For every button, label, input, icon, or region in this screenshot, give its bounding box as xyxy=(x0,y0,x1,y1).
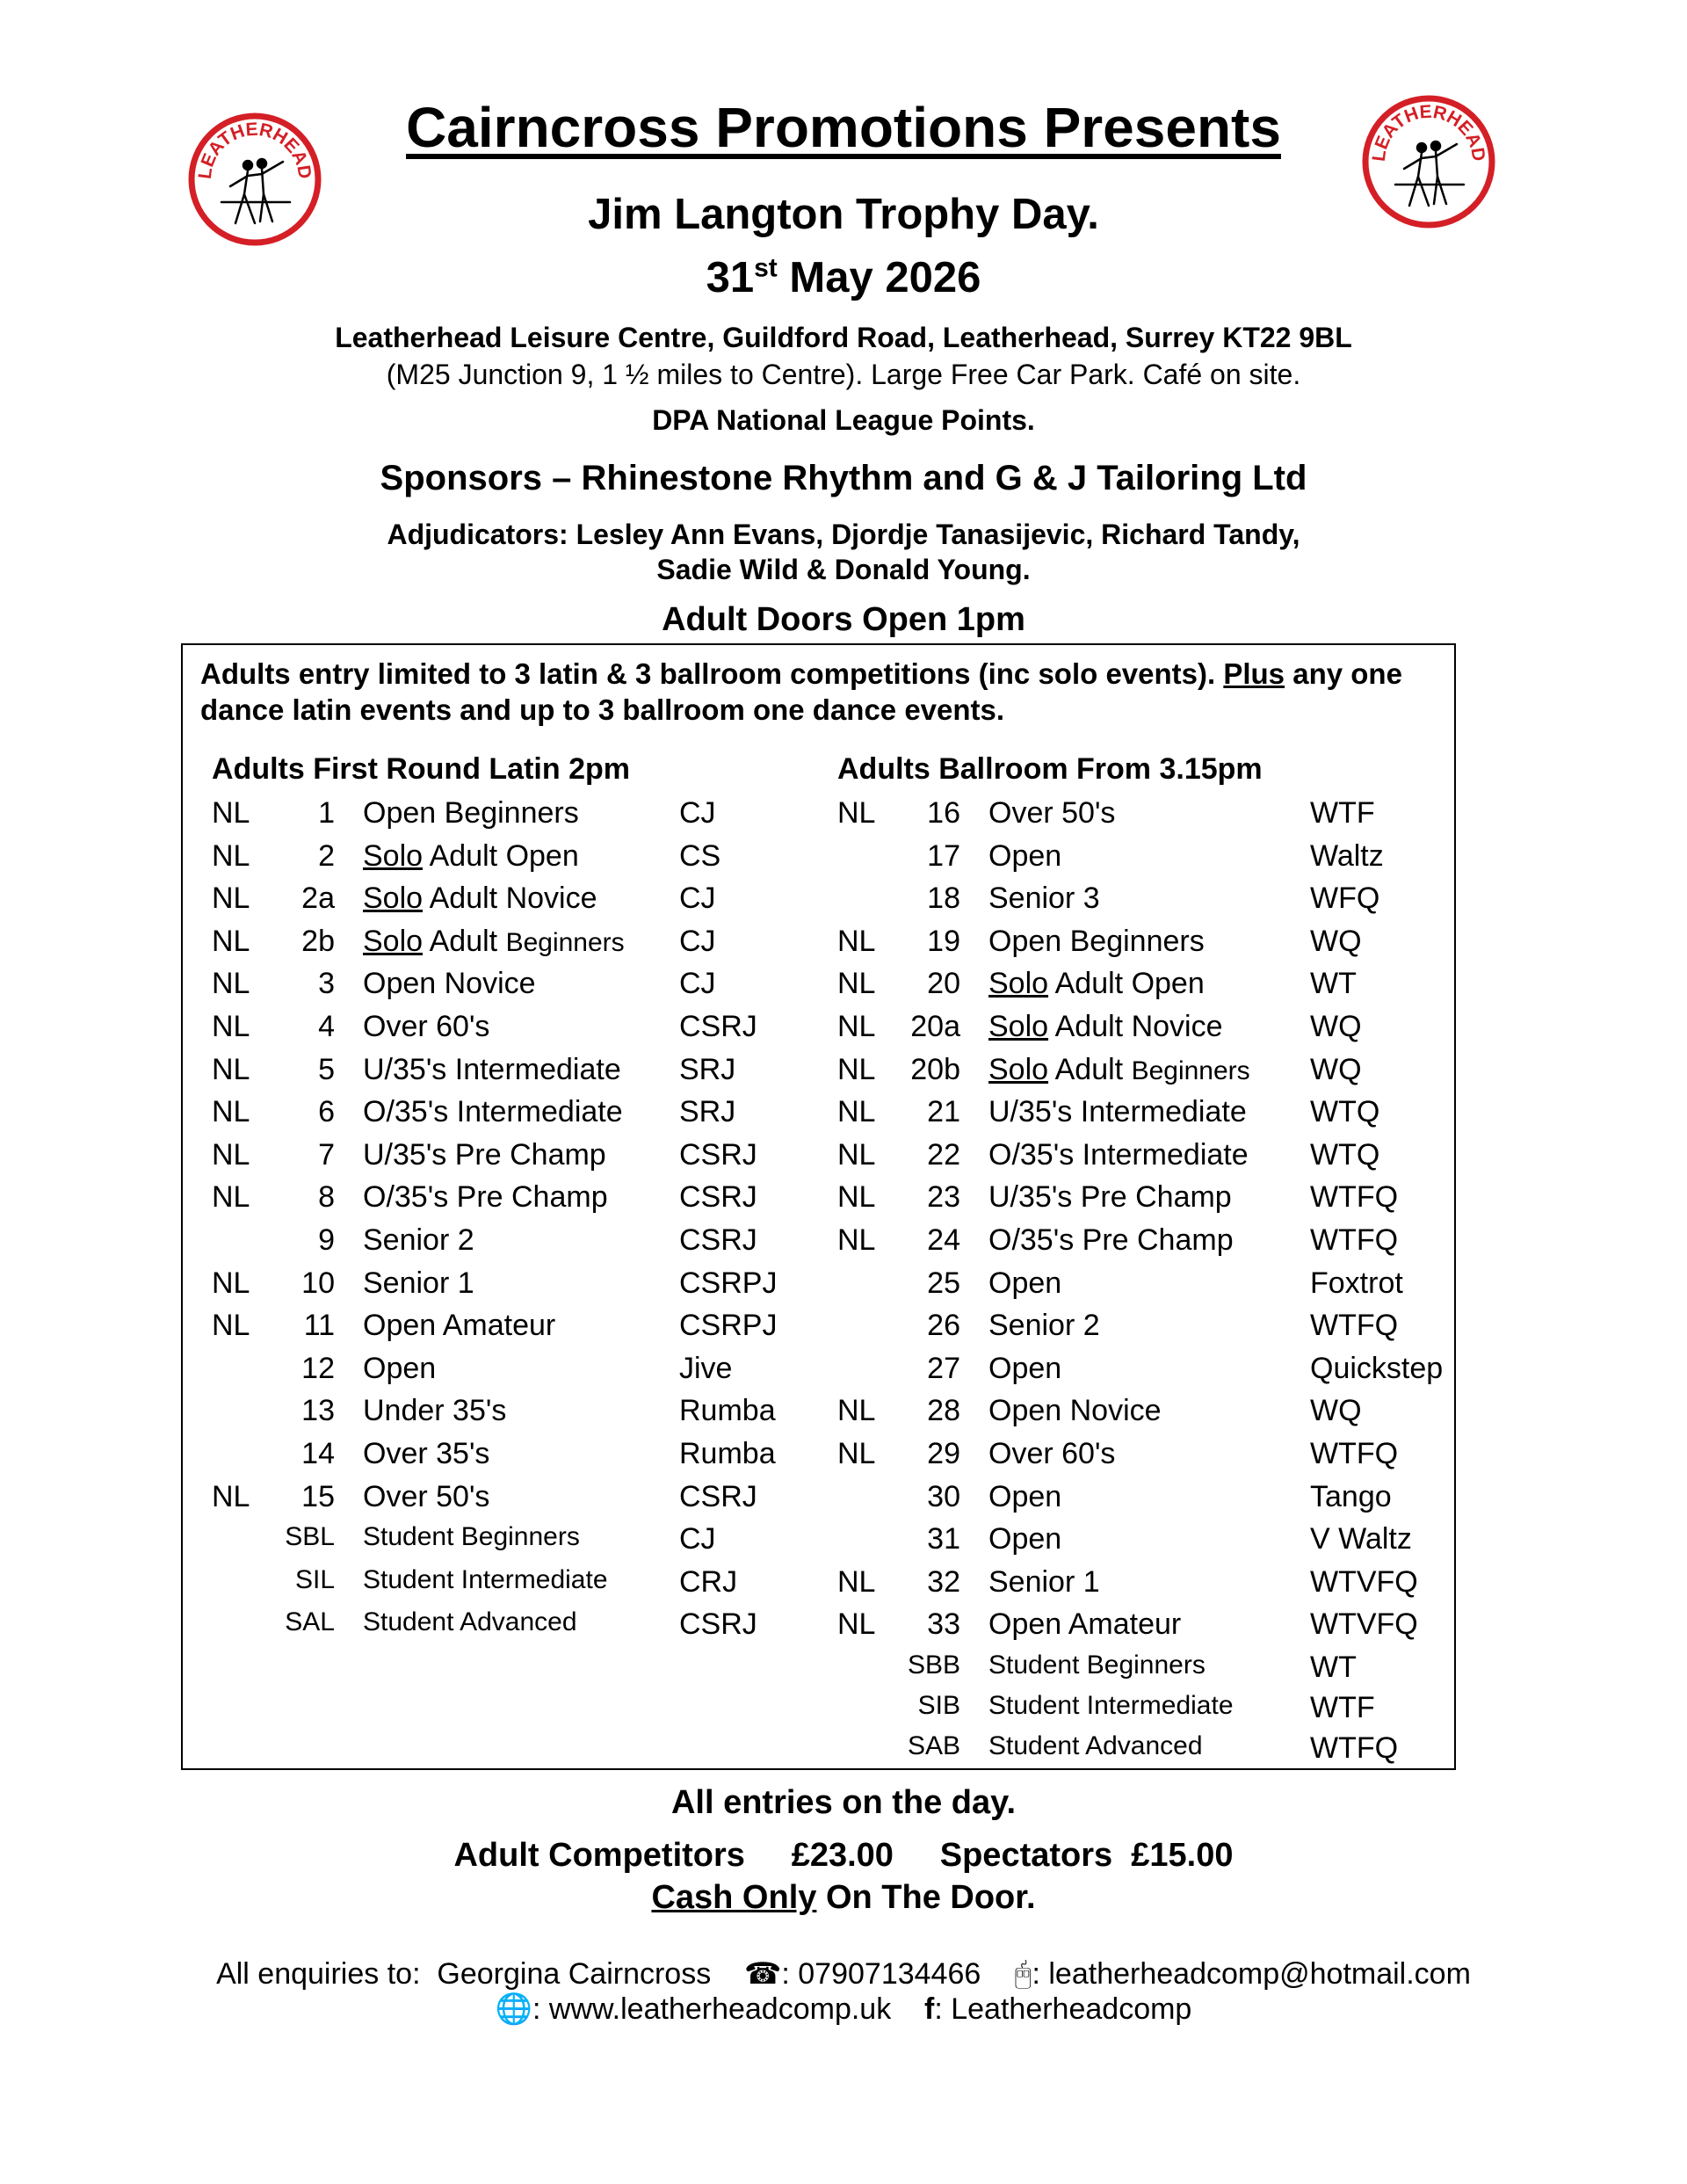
latin-event-row xyxy=(212,1180,827,1223)
ballroom-event-row xyxy=(837,1651,1452,1693)
event-name: Solo Adult Novice xyxy=(988,1010,1223,1043)
ballroom-event-row xyxy=(837,1223,1452,1266)
national-league-tag: NL xyxy=(837,1180,876,1215)
event-number: 4 xyxy=(318,1010,335,1043)
doors-open: Adult Doors Open 1pm xyxy=(662,601,1025,638)
event-name: Under 35's xyxy=(363,1394,507,1428)
event-name: Over 35's xyxy=(363,1437,490,1470)
event-number: SIB xyxy=(917,1691,960,1720)
event-dances: WQ xyxy=(1310,1394,1362,1428)
event-name: O/35's Intermediate xyxy=(363,1095,623,1129)
event-name: Open xyxy=(363,1351,437,1385)
national-league-tag: NL xyxy=(212,796,250,830)
event-name: Open Amateur xyxy=(988,1607,1182,1642)
event-name: Over 50's xyxy=(988,796,1116,830)
ballroom-event-row xyxy=(837,1437,1452,1479)
event-dances: Jive xyxy=(679,1351,733,1385)
event-name: Over 60's xyxy=(363,1010,490,1043)
event-number: 13 xyxy=(301,1394,335,1428)
event-dances: CJ xyxy=(679,924,716,958)
ballroom-event-row xyxy=(837,1691,1452,1733)
event-number: 16 xyxy=(927,796,960,830)
event-name: Solo Adult Novice xyxy=(363,882,597,916)
event-dances: WTVFQ xyxy=(1310,1564,1418,1599)
event-dances: WTFQ xyxy=(1310,1309,1399,1343)
event-number: 14 xyxy=(301,1437,335,1470)
latin-event-row xyxy=(212,1394,827,1436)
event-number: 10 xyxy=(301,1266,335,1300)
ballroom-event-row xyxy=(837,1565,1452,1607)
event-number: 6 xyxy=(318,1095,335,1129)
event-dances: WQ xyxy=(1310,1052,1362,1086)
event-dances: CJ xyxy=(679,1522,716,1556)
national-league-tag: NL xyxy=(837,1223,876,1257)
ballroom-event-row xyxy=(837,882,1452,924)
event-number: 15 xyxy=(301,1479,335,1513)
national-league-tag: NL xyxy=(212,1479,250,1513)
national-league-tag: NL xyxy=(212,1180,250,1215)
national-league-tag: NL xyxy=(837,967,876,1001)
ballroom-event-row xyxy=(837,1731,1452,1774)
event-dances: Waltz xyxy=(1310,838,1384,873)
event-number: SAB xyxy=(907,1731,960,1760)
event-name: Senior 2 xyxy=(363,1223,474,1257)
facebook-icon: f xyxy=(924,1992,935,2026)
event-dances: Rumba xyxy=(679,1394,776,1428)
latin-event-row xyxy=(212,1138,827,1180)
contact-line: All enquiries to: Georgina Cairncross ☎: 07907134466 🖰: leatherheadcomp@hotmail.com xyxy=(216,1957,1471,1991)
event-dances: CSRJ xyxy=(679,1607,757,1642)
event-dances: WTFQ xyxy=(1310,1731,1399,1765)
latin-event-row xyxy=(212,1053,827,1095)
latin-event-row xyxy=(212,925,827,967)
national-league-tag: NL xyxy=(837,796,876,830)
latin-event-row xyxy=(212,1309,827,1351)
event-name: Student Intermediate xyxy=(988,1691,1234,1720)
event-name: O/35's Pre Champ xyxy=(988,1223,1234,1257)
event-dances: SRJ xyxy=(679,1095,736,1129)
event-name: O/35's Pre Champ xyxy=(363,1180,608,1215)
event-dances: Tango xyxy=(1310,1479,1392,1513)
event-number: 27 xyxy=(927,1351,960,1385)
national-league-tag: NL xyxy=(212,1010,250,1043)
event-dances: CSRPJ xyxy=(679,1309,778,1343)
ballroom-event-row xyxy=(837,1352,1452,1394)
event-number: 1 xyxy=(318,796,335,830)
event-name: Solo Adult Open xyxy=(363,838,579,873)
event-name: Open xyxy=(988,1522,1062,1556)
event-dances: CJ xyxy=(679,882,716,916)
national-league-tag: NL xyxy=(212,1095,250,1129)
events-box xyxy=(181,643,1456,1770)
event-dances: Quickstep xyxy=(1310,1351,1444,1385)
latin-event-row xyxy=(212,1010,827,1052)
svg-text:LEATHERHEAD: LEATHERHEAD xyxy=(1368,101,1489,163)
national-league-tag: NL xyxy=(212,1309,250,1343)
event-name: U/35's Pre Champ xyxy=(988,1180,1232,1215)
latin-event-row xyxy=(212,1095,827,1137)
event-dances: V Waltz xyxy=(1310,1522,1412,1556)
ballroom-event-row xyxy=(837,839,1452,882)
payment-note: Cash Only On The Door. xyxy=(651,1879,1036,1916)
event-number: 20 xyxy=(927,967,960,1001)
ballroom-event-row xyxy=(837,1522,1452,1564)
event-name: Over 50's xyxy=(363,1479,490,1513)
event-number: 21 xyxy=(927,1095,960,1129)
event-dances: CSRPJ xyxy=(679,1266,778,1300)
event-number: 19 xyxy=(927,924,960,958)
national-league-tag: NL xyxy=(837,1052,876,1086)
event-number: 2b xyxy=(301,924,335,958)
event-number: 29 xyxy=(927,1437,960,1470)
event-name: Open xyxy=(988,1266,1062,1300)
event-dances: WTQ xyxy=(1310,1137,1380,1172)
latin-event-row xyxy=(212,882,827,924)
event-number: 26 xyxy=(927,1309,960,1343)
event-number: 24 xyxy=(927,1223,960,1257)
web-line: 🌐: www.leatherheadcomp.uk f: Leatherheadcomp xyxy=(495,1992,1192,2026)
ballroom-event-row xyxy=(837,1053,1452,1095)
ballroom-event-row xyxy=(837,1309,1452,1351)
event-name: U/35's Pre Champ xyxy=(363,1137,606,1172)
event-name: Solo Adult Open xyxy=(988,967,1205,1001)
event-number: 2 xyxy=(318,838,335,873)
svg-text:LEATHERHEAD: LEATHERHEAD xyxy=(194,119,315,180)
mouse-icon: 🖰 xyxy=(1014,1957,1032,1991)
event-number: 20b xyxy=(910,1052,960,1086)
event-number: 28 xyxy=(927,1394,960,1428)
globe-icon: 🌐 xyxy=(495,1992,532,2026)
event-number: 12 xyxy=(301,1351,335,1385)
national-league-tag: NL xyxy=(837,1607,876,1642)
event-dances: Foxtrot xyxy=(1310,1266,1403,1300)
event-name: Student Advanced xyxy=(988,1731,1203,1760)
event-dances: WTFQ xyxy=(1310,1437,1399,1470)
event-name: Senior 1 xyxy=(363,1266,474,1300)
event-name: Open Beginners xyxy=(363,796,579,830)
event-name: Solo Adult Beginners xyxy=(988,1052,1250,1086)
event-number: 5 xyxy=(318,1052,335,1086)
event-dances: WT xyxy=(1310,967,1357,1001)
event-number: 32 xyxy=(927,1564,960,1599)
event-number: 17 xyxy=(927,838,960,873)
league-points: DPA National League Points. xyxy=(652,404,1035,436)
event-name: Open Beginners xyxy=(988,924,1205,958)
event-dances: CSRJ xyxy=(679,1010,757,1043)
event-dances: CSRJ xyxy=(679,1223,757,1257)
ballroom-event-row xyxy=(837,1138,1452,1180)
event-number: SIL xyxy=(294,1564,335,1594)
latin-event-row xyxy=(212,839,827,882)
phone-icon: ☎ xyxy=(744,1957,782,1991)
page-title: Cairncross Promotions Presents xyxy=(406,96,1281,159)
event-name: Open Novice xyxy=(363,967,536,1001)
ballroom-event-row xyxy=(837,796,1452,838)
prices: Adult Competitors £23.00 Spectators £15.00 xyxy=(453,1837,1234,1874)
latin-event-row xyxy=(212,796,827,838)
event-date: 31st May 2026 xyxy=(706,253,981,301)
event-number: 30 xyxy=(927,1479,960,1513)
event-number: SAL xyxy=(285,1607,335,1637)
ballroom-event-row xyxy=(837,1607,1452,1650)
event-name: Open xyxy=(988,838,1062,873)
event-number: 7 xyxy=(318,1137,335,1172)
national-league-tag: NL xyxy=(212,838,250,873)
latin-event-row xyxy=(212,1223,827,1266)
event-name: Senior 2 xyxy=(988,1309,1100,1343)
event-dances: WTQ xyxy=(1310,1095,1380,1129)
event-number: 9 xyxy=(318,1223,335,1257)
event-name: Open Novice xyxy=(988,1394,1162,1428)
event-name: Senior 3 xyxy=(988,882,1100,916)
event-dances: CSRJ xyxy=(679,1180,757,1215)
venue-directions: (M25 Junction 9, 1 ½ miles to Centre). Large Free Car Park. Café on site. xyxy=(386,359,1301,390)
ballroom-event-row xyxy=(837,1394,1452,1436)
national-league-tag: NL xyxy=(212,967,250,1001)
event-name: Open xyxy=(988,1479,1062,1513)
event-name: Senior 1 xyxy=(988,1564,1100,1599)
event-name: Open Amateur xyxy=(363,1309,556,1343)
event-name: Open xyxy=(988,1351,1062,1385)
event-dances: WQ xyxy=(1310,924,1362,958)
event-dances: WTVFQ xyxy=(1310,1607,1418,1642)
event-number: 20a xyxy=(910,1010,960,1043)
ballroom-event-row xyxy=(837,925,1452,967)
event-dances: WFQ xyxy=(1310,882,1380,916)
national-league-tag: NL xyxy=(212,1266,250,1300)
event-dances: CJ xyxy=(679,796,716,830)
national-league-tag: NL xyxy=(212,1137,250,1172)
event-number: 8 xyxy=(318,1180,335,1215)
event-dances: Rumba xyxy=(679,1437,776,1470)
event-number: 18 xyxy=(927,882,960,916)
ballroom-event-row xyxy=(837,1010,1452,1052)
event-number: 23 xyxy=(927,1180,960,1215)
event-name: Student Beginners xyxy=(988,1651,1206,1680)
national-league-tag: NL xyxy=(837,1394,876,1428)
ballroom-heading: Adults Ballroom From 3.15pm xyxy=(837,752,1263,786)
national-league-tag: NL xyxy=(212,1052,250,1086)
latin-event-row xyxy=(212,1565,827,1607)
adjudicators-line1: Adjudicators: Lesley Ann Evans, Djordje Tanasijevic, Richard Tandy, xyxy=(387,519,1300,550)
national-league-tag: NL xyxy=(212,882,250,916)
latin-event-row xyxy=(212,1352,827,1394)
national-league-tag: NL xyxy=(837,924,876,958)
event-name: Student Intermediate xyxy=(363,1564,608,1594)
latin-event-row xyxy=(212,967,827,1009)
latin-event-row xyxy=(212,1522,827,1564)
national-league-tag: NL xyxy=(837,1010,876,1043)
event-name: Jim Langton Trophy Day. xyxy=(588,191,1099,238)
event-name: U/35's Intermediate xyxy=(988,1095,1247,1129)
event-dances: CJ xyxy=(679,967,716,1001)
event-number: 22 xyxy=(927,1137,960,1172)
latin-event-row xyxy=(212,1266,827,1309)
ballroom-event-row xyxy=(837,1266,1452,1309)
event-dances: WT xyxy=(1310,1651,1357,1684)
latin-heading: Adults First Round Latin 2pm xyxy=(212,752,630,786)
event-dances: WQ xyxy=(1310,1010,1362,1043)
event-number: 33 xyxy=(927,1607,960,1642)
event-name: U/35's Intermediate xyxy=(363,1052,621,1086)
national-league-tag: NL xyxy=(837,1437,876,1470)
event-name: O/35's Intermediate xyxy=(988,1137,1249,1172)
event-dances: WTF xyxy=(1310,796,1375,830)
event-name: Student Advanced xyxy=(363,1607,577,1637)
event-dances: CSRJ xyxy=(679,1479,757,1513)
event-dances: WTF xyxy=(1310,1691,1375,1724)
event-number: SBL xyxy=(285,1522,335,1552)
ballroom-event-row xyxy=(837,1480,1452,1522)
ballroom-event-row xyxy=(837,1180,1452,1223)
national-league-tag: NL xyxy=(837,1095,876,1129)
event-number: 2a xyxy=(301,882,335,916)
event-name: Student Beginners xyxy=(363,1522,580,1552)
event-name: Solo Adult Beginners xyxy=(363,924,625,958)
event-number: SBB xyxy=(907,1651,960,1680)
event-dances: WTFQ xyxy=(1310,1180,1399,1215)
event-number: 31 xyxy=(927,1522,960,1556)
event-dances: WTFQ xyxy=(1310,1223,1399,1257)
event-dances: CRJ xyxy=(679,1564,738,1599)
latin-event-row xyxy=(212,1607,827,1650)
latin-event-row xyxy=(212,1480,827,1522)
entry-notice: Adults entry limited to 3 latin & 3 ballroom competitions (inc solo events). Plus any one dance latin events and up to 3 ballroom one dance events. xyxy=(200,657,1402,726)
event-dances: SRJ xyxy=(679,1052,736,1086)
entries-note: All entries on the day. xyxy=(670,1784,1017,1821)
event-dances: CSRJ xyxy=(679,1137,757,1172)
ballroom-event-row xyxy=(837,967,1452,1009)
national-league-tag: NL xyxy=(837,1137,876,1172)
latin-event-row xyxy=(212,1437,827,1479)
event-number: 3 xyxy=(318,967,335,1001)
national-league-tag: NL xyxy=(212,924,250,958)
event-number: 25 xyxy=(927,1266,960,1300)
event-number: 11 xyxy=(303,1309,335,1343)
event-name: Over 60's xyxy=(988,1437,1116,1470)
sponsors: Sponsors – Rhinestone Rhythm and G & J Tailoring Ltd xyxy=(380,459,1307,497)
adjudicators-line2: Sadie Wild & Donald Young. xyxy=(656,554,1031,585)
national-league-tag: NL xyxy=(837,1564,876,1599)
event-dances: CS xyxy=(679,838,721,873)
venue-address: Leatherhead Leisure Centre, Guildford Road, Leatherhead, Surrey KT22 9BL xyxy=(335,322,1352,353)
ballroom-event-row xyxy=(837,1095,1452,1137)
